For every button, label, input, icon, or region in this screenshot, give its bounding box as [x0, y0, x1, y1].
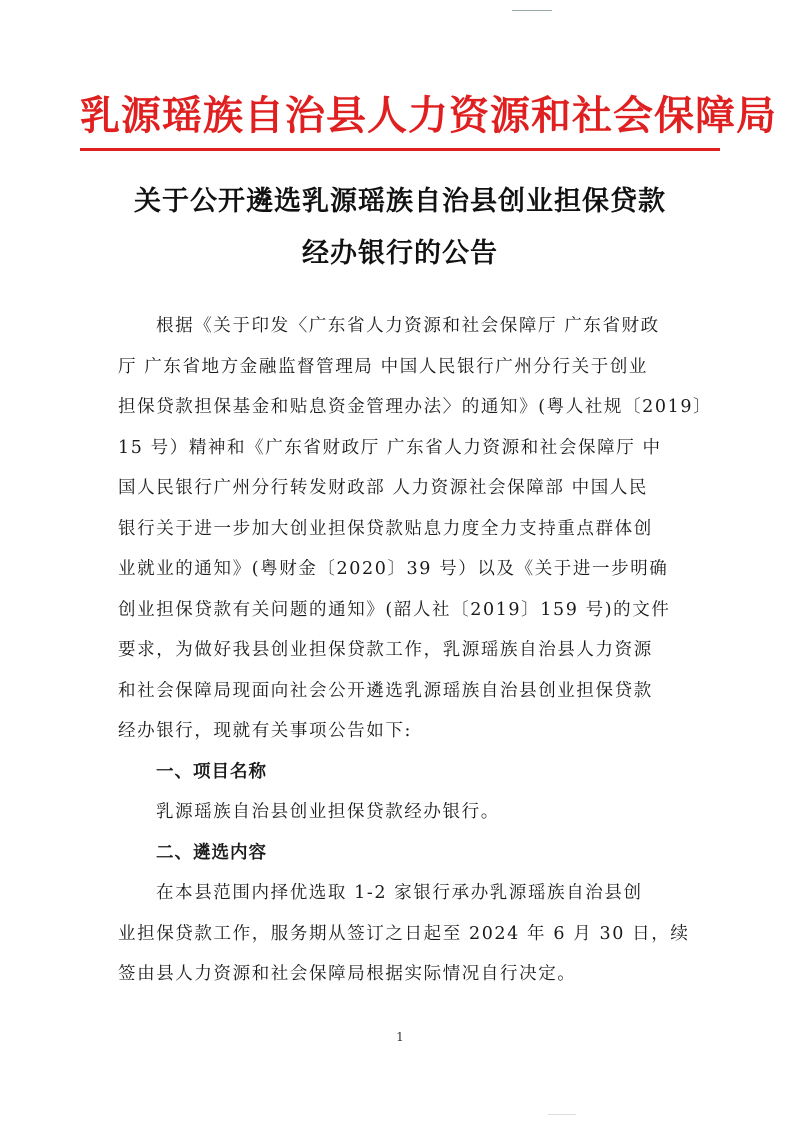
title-line: 关于公开遴选乳源瑶族自治县创业担保贷款 [134, 186, 666, 217]
section-heading: 一、项目名称 [156, 761, 267, 782]
body-line: 创业担保贷款有关问题的通知》(韶人社〔2019〕159 号)的文件 [118, 599, 671, 620]
section-text: 乳源瑶族自治县创业担保贷款经办银行。 [156, 802, 500, 822]
body-line: 根据《关于印发〈广东省人力资源和社会保障厅 广东省财政 [156, 316, 660, 336]
title-line: 经办银行的公告 [302, 238, 498, 269]
section-text: 业担保贷款工作，服务期从签订之日起至 2024 年 6 月 30 日，续 [118, 923, 690, 944]
body-line: 银行关于进一步加大创业担保贷款贴息力度全力支持重点群体创 [118, 518, 653, 539]
letterhead-red-rule [80, 148, 720, 151]
letterhead-org-name: 乳源瑶族自治县人力资源和社会保障局 [80, 93, 777, 139]
page-number: 1 [396, 1030, 404, 1044]
body-line: 担保贷款担保基金和贴息资金管理办法〉的通知》(粤人社规〔2019〕 [118, 397, 713, 417]
body-line: 国人民银行广州分行转发财政部 人力资源社会保障部 中国人民 [118, 478, 649, 498]
body-line: 要求，为做好我县创业担保贷款工作，乳源瑶族自治县人力资源 [118, 640, 653, 660]
section-text: 签由县人力资源和社会保障局根据实际情况自行决定。 [118, 964, 577, 984]
body-line: 业就业的通知》(粤财金〔2020〕39 号）以及《关于进一步明确 [118, 559, 669, 579]
body-line: 经办银行，现就有关事项公告如下: [118, 721, 412, 741]
document-title [80, 176, 720, 280]
section-heading: 二、遴选内容 [156, 842, 267, 863]
body-line: 厅 广东省地方金融监督管理局 中国人民银行广州分行关于创业 [118, 356, 649, 377]
scan-mark [512, 10, 552, 11]
document-body [118, 306, 713, 995]
section-text: 在本县范围内择优选取 1-2 家银行承办乳源瑶族自治县创 [156, 883, 643, 903]
body-line: 15 号）精神和《广东省财政厅 广东省人力资源和社会保障厅 中 [118, 437, 662, 458]
scan-mark [548, 1108, 576, 1115]
body-line: 和社会保障局现面向社会公开遴选乳源瑶族自治县创业担保贷款 [118, 680, 653, 701]
